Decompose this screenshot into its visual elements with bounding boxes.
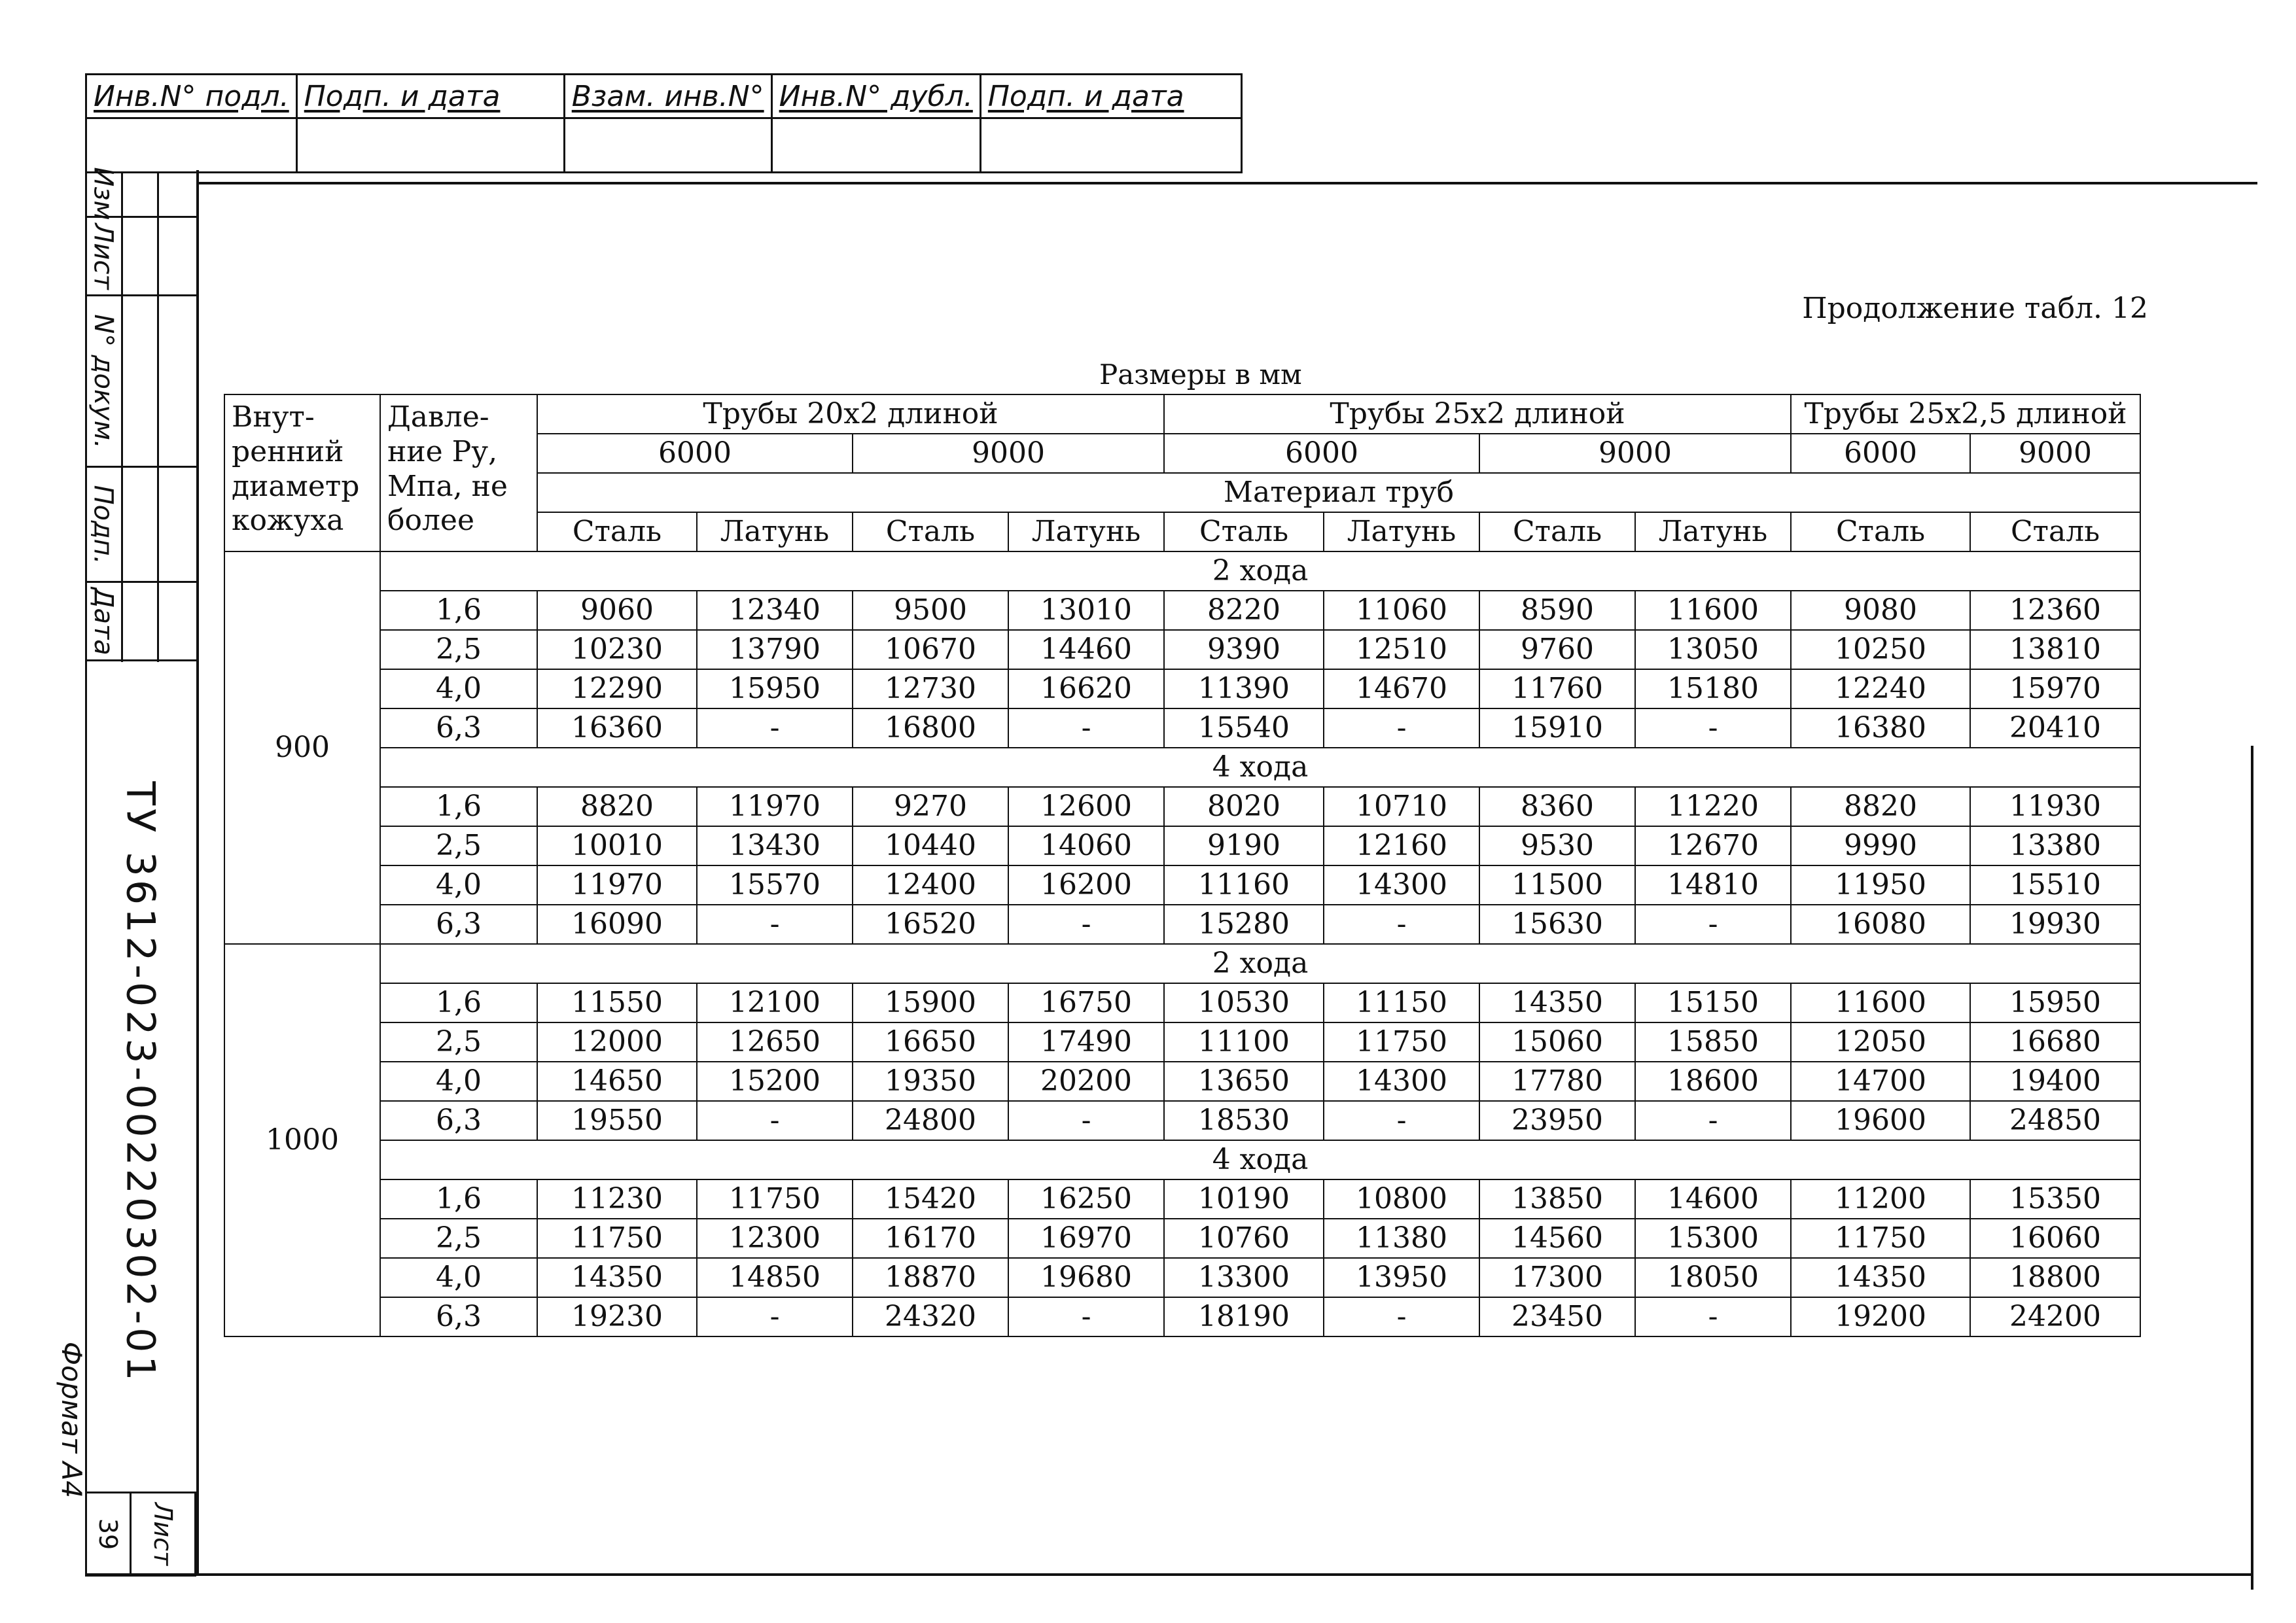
mass-cell: 15950 bbox=[697, 669, 853, 708]
pressure-cell: 4,0 bbox=[380, 865, 537, 905]
mass-cell: 14600 bbox=[1635, 1179, 1791, 1219]
mass-cell: 12600 bbox=[1008, 787, 1164, 826]
units-note: Размеры в мм bbox=[1099, 358, 1302, 391]
mass-cell: 20200 bbox=[1008, 1062, 1164, 1101]
mass-cell: 11750 bbox=[1791, 1219, 1970, 1258]
mass-cell: 19680 bbox=[1008, 1258, 1164, 1297]
mass-cell: 15510 bbox=[1970, 865, 2140, 905]
mass-cell: 19350 bbox=[853, 1062, 1008, 1101]
mass-cell: 14350 bbox=[537, 1258, 697, 1297]
mass-cell: 16800 bbox=[853, 708, 1008, 748]
table-row bbox=[224, 630, 2140, 669]
mass-cell: 10230 bbox=[537, 630, 697, 669]
side-label-list bbox=[85, 218, 121, 294]
mass-cell: 18050 bbox=[1635, 1258, 1791, 1297]
mass-cell: 20410 bbox=[1970, 708, 2140, 748]
table-row bbox=[224, 1219, 2140, 1258]
stamp-cell-empty bbox=[564, 118, 771, 173]
mass-cell: - bbox=[1635, 905, 1791, 944]
mass-cell: 23450 bbox=[1479, 1297, 1635, 1336]
mass-cell: 18530 bbox=[1164, 1101, 1324, 1140]
stamp-cell-empty bbox=[296, 118, 564, 173]
mass-cell: 19400 bbox=[1970, 1062, 2140, 1101]
mass-cell: 9530 bbox=[1479, 826, 1635, 865]
table-row bbox=[224, 708, 2140, 748]
mass-cell: 19550 bbox=[537, 1101, 697, 1140]
mass-cell: 15200 bbox=[697, 1062, 853, 1101]
mass-cell: 14060 bbox=[1008, 826, 1164, 865]
mass-cell: 11150 bbox=[1324, 983, 1479, 1022]
format-label-text: Формат А4 bbox=[56, 1341, 88, 1498]
pressure-cell: 4,0 bbox=[380, 1258, 537, 1297]
header-group-25x2: Трубы 25х2 длиной bbox=[1164, 394, 1791, 434]
mass-cell: 15300 bbox=[1635, 1219, 1791, 1258]
table-row bbox=[224, 1062, 2140, 1101]
mass-cell: 15900 bbox=[853, 983, 1008, 1022]
mass-cell: 11750 bbox=[1324, 1022, 1479, 1062]
mass-cell: 10190 bbox=[1164, 1179, 1324, 1219]
mass-cell: 9080 bbox=[1791, 591, 1970, 630]
side-col-line bbox=[121, 171, 123, 662]
stamp-label-podp-data-2: Подп. и дата bbox=[980, 75, 1241, 118]
mass-cell: 18190 bbox=[1164, 1297, 1324, 1336]
frame-top-line bbox=[196, 182, 2257, 184]
doc-number-text: ТУ 3612-023-00220302-01 bbox=[118, 781, 164, 1384]
sheet-number: 39 bbox=[94, 1518, 123, 1550]
stamp-label-inv-dubl: Инв.N° дубл. bbox=[771, 75, 980, 118]
mass-cell: 15630 bbox=[1479, 905, 1635, 944]
stamp-cell-empty bbox=[86, 118, 297, 173]
mass-cell: - bbox=[697, 708, 853, 748]
pressure-cell: 1,6 bbox=[380, 591, 537, 630]
header-material-type: Сталь bbox=[1970, 512, 2140, 551]
mass-cell: 15180 bbox=[1635, 669, 1791, 708]
pressure-cell: 2,5 bbox=[380, 826, 537, 865]
mass-cell: 12000 bbox=[537, 1022, 697, 1062]
table-row bbox=[224, 669, 2140, 708]
mass-cell: 17300 bbox=[1479, 1258, 1635, 1297]
data-table-body bbox=[224, 551, 2140, 1336]
passes-section-header: 4 хода bbox=[380, 748, 2140, 787]
header-material-type: Латунь bbox=[1324, 512, 1479, 551]
mass-cell: 14460 bbox=[1008, 630, 1164, 669]
stamp-cell-empty bbox=[980, 118, 1241, 173]
mass-cell: 12510 bbox=[1324, 630, 1479, 669]
data-table bbox=[224, 394, 2141, 1337]
pressure-cell: 6,3 bbox=[380, 708, 537, 748]
mass-cell: 11760 bbox=[1479, 669, 1635, 708]
mass-cell: 16090 bbox=[537, 905, 697, 944]
header-material-type: Сталь bbox=[1791, 512, 1970, 551]
mass-cell: - bbox=[1008, 1297, 1164, 1336]
mass-cell: 15970 bbox=[1970, 669, 2140, 708]
mass-cell: 10710 bbox=[1324, 787, 1479, 826]
mass-cell: 16360 bbox=[537, 708, 697, 748]
header-length: 9000 bbox=[1479, 434, 1791, 473]
mass-cell: 10760 bbox=[1164, 1219, 1324, 1258]
frame-left-line bbox=[196, 170, 199, 1576]
mass-cell: 12400 bbox=[853, 865, 1008, 905]
diameter-cell: 900 bbox=[224, 551, 380, 944]
mass-cell: 13850 bbox=[1479, 1179, 1635, 1219]
mass-cell: 8360 bbox=[1479, 787, 1635, 826]
mass-cell: 15060 bbox=[1479, 1022, 1635, 1062]
header-length: 6000 bbox=[1164, 434, 1479, 473]
mass-cell: 15850 bbox=[1635, 1022, 1791, 1062]
mass-cell: 12300 bbox=[697, 1219, 853, 1258]
mass-cell: 11970 bbox=[537, 865, 697, 905]
mass-cell: 11500 bbox=[1479, 865, 1635, 905]
mass-cell: 16620 bbox=[1008, 669, 1164, 708]
mass-cell: - bbox=[1324, 1297, 1479, 1336]
mass-cell: 12160 bbox=[1324, 826, 1479, 865]
mass-cell: 15420 bbox=[853, 1179, 1008, 1219]
table-row bbox=[224, 1022, 2140, 1062]
side-label-text: Подп. bbox=[88, 484, 118, 565]
header-material-type: Сталь bbox=[1479, 512, 1635, 551]
pressure-cell: 2,5 bbox=[380, 630, 537, 669]
mass-cell: 9990 bbox=[1791, 826, 1970, 865]
mass-cell: 11970 bbox=[697, 787, 853, 826]
mass-cell: 9270 bbox=[853, 787, 1008, 826]
mass-cell: 14300 bbox=[1324, 1062, 1479, 1101]
mass-cell: 12240 bbox=[1791, 669, 1970, 708]
mass-cell: 11950 bbox=[1791, 865, 1970, 905]
mass-cell: - bbox=[697, 1101, 853, 1140]
mass-cell: 16970 bbox=[1008, 1219, 1164, 1258]
mass-cell: 13380 bbox=[1970, 826, 2140, 865]
mass-cell: 24800 bbox=[853, 1101, 1008, 1140]
mass-cell: 13790 bbox=[697, 630, 853, 669]
header-material-type: Сталь bbox=[853, 512, 1008, 551]
pressure-cell: 1,6 bbox=[380, 787, 537, 826]
mass-cell: 14700 bbox=[1791, 1062, 1970, 1101]
mass-cell: 12670 bbox=[1635, 826, 1791, 865]
mass-cell: 8220 bbox=[1164, 591, 1324, 630]
mass-cell: - bbox=[1324, 1101, 1479, 1140]
mass-cell: 11100 bbox=[1164, 1022, 1324, 1062]
mass-cell: 8590 bbox=[1479, 591, 1635, 630]
passes-section-header: 2 хода bbox=[380, 944, 2140, 983]
mass-cell: 13650 bbox=[1164, 1062, 1324, 1101]
sheet-number-cell bbox=[87, 1493, 130, 1575]
table-row bbox=[224, 865, 2140, 905]
side-label-text: Дата bbox=[88, 587, 118, 655]
pressure-cell: 6,3 bbox=[380, 905, 537, 944]
mass-cell: 24320 bbox=[853, 1297, 1008, 1336]
mass-cell: - bbox=[1635, 1101, 1791, 1140]
header-group-20x2: Трубы 20х2 длиной bbox=[537, 394, 1164, 434]
side-label-text: Изм bbox=[88, 167, 118, 220]
mass-cell: 8820 bbox=[537, 787, 697, 826]
mass-cell: 14670 bbox=[1324, 669, 1479, 708]
mass-cell: 9390 bbox=[1164, 630, 1324, 669]
mass-cell: 17490 bbox=[1008, 1022, 1164, 1062]
mass-cell: 10250 bbox=[1791, 630, 1970, 669]
table-row bbox=[224, 787, 2140, 826]
mass-cell: 14850 bbox=[697, 1258, 853, 1297]
mass-cell: 24850 bbox=[1970, 1101, 2140, 1140]
pressure-cell: 1,6 bbox=[380, 983, 537, 1022]
mass-cell: 14300 bbox=[1324, 865, 1479, 905]
mass-cell: 10530 bbox=[1164, 983, 1324, 1022]
mass-cell: 18800 bbox=[1970, 1258, 2140, 1297]
mass-cell: 10670 bbox=[853, 630, 1008, 669]
side-label-izm bbox=[85, 167, 121, 220]
mass-cell: 11200 bbox=[1791, 1179, 1970, 1219]
mass-cell: 16200 bbox=[1008, 865, 1164, 905]
mass-cell: 15350 bbox=[1970, 1179, 2140, 1219]
mass-cell: - bbox=[1008, 708, 1164, 748]
table-row bbox=[224, 1101, 2140, 1140]
sheet-box bbox=[85, 1492, 196, 1577]
mass-cell: 11380 bbox=[1324, 1219, 1479, 1258]
sheet-label: Лист bbox=[148, 1502, 177, 1566]
mass-cell: 14350 bbox=[1791, 1258, 1970, 1297]
pressure-cell: 6,3 bbox=[380, 1297, 537, 1336]
side-col-line bbox=[157, 171, 159, 662]
table-row bbox=[224, 1258, 2140, 1297]
diameter-cell: 1000 bbox=[224, 944, 380, 1336]
mass-cell: 13810 bbox=[1970, 630, 2140, 669]
pressure-cell: 4,0 bbox=[380, 669, 537, 708]
stamp-label-podp-data: Подп. и дата bbox=[296, 75, 564, 118]
mass-cell: 16680 bbox=[1970, 1022, 2140, 1062]
mass-cell: 9190 bbox=[1164, 826, 1324, 865]
side-label-text: N° докум. bbox=[88, 313, 118, 449]
side-label-podp bbox=[85, 468, 121, 581]
table-row bbox=[224, 983, 2140, 1022]
passes-section-header: 4 хода bbox=[380, 1140, 2140, 1179]
mass-cell: 17780 bbox=[1479, 1062, 1635, 1101]
stamp-cell-empty bbox=[771, 118, 980, 173]
mass-cell: 9060 bbox=[537, 591, 697, 630]
side-label-n-dokum bbox=[85, 296, 121, 466]
mass-cell: - bbox=[1008, 905, 1164, 944]
mass-cell: 19930 bbox=[1970, 905, 2140, 944]
mass-cell: 14650 bbox=[537, 1062, 697, 1101]
mass-cell: - bbox=[1324, 708, 1479, 748]
header-material-type: Сталь bbox=[1164, 512, 1324, 551]
mass-cell: 15950 bbox=[1970, 983, 2140, 1022]
mass-cell: 15280 bbox=[1164, 905, 1324, 944]
header-material-type: Латунь bbox=[697, 512, 853, 551]
mass-cell: 9760 bbox=[1479, 630, 1635, 669]
mass-cell: 14350 bbox=[1479, 983, 1635, 1022]
pressure-cell: 2,5 bbox=[380, 1022, 537, 1062]
mass-cell: 13050 bbox=[1635, 630, 1791, 669]
table-row bbox=[224, 1179, 2140, 1219]
mass-cell: 11230 bbox=[537, 1179, 697, 1219]
header-length: 6000 bbox=[1791, 434, 1970, 473]
table-row bbox=[224, 1297, 2140, 1336]
mass-cell: 19230 bbox=[537, 1297, 697, 1336]
pressure-cell: 6,3 bbox=[380, 1101, 537, 1140]
mass-cell: 12340 bbox=[697, 591, 853, 630]
header-group-25x2-5: Трубы 25х2,5 длиной bbox=[1791, 394, 2140, 434]
mass-cell: 11220 bbox=[1635, 787, 1791, 826]
mass-cell: 13300 bbox=[1164, 1258, 1324, 1297]
pressure-cell: 1,6 bbox=[380, 1179, 537, 1219]
sheet-label-cell bbox=[130, 1493, 194, 1575]
mass-cell: 10800 bbox=[1324, 1179, 1479, 1219]
mass-cell: 10440 bbox=[853, 826, 1008, 865]
pressure-cell: 4,0 bbox=[380, 1062, 537, 1101]
mass-cell: 10010 bbox=[537, 826, 697, 865]
mass-cell: 11390 bbox=[1164, 669, 1324, 708]
mass-cell: - bbox=[1635, 1297, 1791, 1336]
pressure-cell: 2,5 bbox=[380, 1219, 537, 1258]
frame-bottom-line bbox=[85, 1573, 2251, 1576]
mass-cell: 18600 bbox=[1635, 1062, 1791, 1101]
stamp-label-inv-podl: Инв.N° подл. bbox=[86, 75, 297, 118]
mass-cell: - bbox=[1324, 905, 1479, 944]
side-label-text: Лист bbox=[88, 222, 118, 290]
header-length: 9000 bbox=[853, 434, 1164, 473]
frame-right-line bbox=[2251, 746, 2253, 1590]
table-row bbox=[224, 905, 2140, 944]
stamp-top bbox=[85, 73, 1243, 173]
mass-cell: 23950 bbox=[1479, 1101, 1635, 1140]
mass-cell: 14810 bbox=[1635, 865, 1791, 905]
mass-cell: 15910 bbox=[1479, 708, 1635, 748]
mass-cell: 12730 bbox=[853, 669, 1008, 708]
header-length: 6000 bbox=[537, 434, 853, 473]
mass-cell: 16650 bbox=[853, 1022, 1008, 1062]
stamp-label-vzam-inv: Взам. инв.N° bbox=[564, 75, 771, 118]
mass-cell: 11550 bbox=[537, 983, 697, 1022]
mass-cell: 11750 bbox=[537, 1219, 697, 1258]
mass-cell: - bbox=[1635, 708, 1791, 748]
header-length: 9000 bbox=[1970, 434, 2140, 473]
mass-cell: 13950 bbox=[1324, 1258, 1479, 1297]
table-row bbox=[224, 591, 2140, 630]
mass-cell: 14560 bbox=[1479, 1219, 1635, 1258]
mass-cell: 9500 bbox=[853, 591, 1008, 630]
table-continuation: Продолжение табл. 12 bbox=[1802, 292, 2148, 325]
header-material-type: Сталь bbox=[537, 512, 697, 551]
mass-cell: 8820 bbox=[1791, 787, 1970, 826]
mass-cell: 15150 bbox=[1635, 983, 1791, 1022]
header-pressure: Давле- ние Ру, Мпа, не более bbox=[380, 394, 537, 551]
mass-cell: - bbox=[697, 1297, 853, 1336]
mass-cell: 18870 bbox=[853, 1258, 1008, 1297]
mass-cell: 13430 bbox=[697, 826, 853, 865]
mass-cell: 24200 bbox=[1970, 1297, 2140, 1336]
mass-cell: - bbox=[1008, 1101, 1164, 1140]
mass-cell: 11930 bbox=[1970, 787, 2140, 826]
passes-section-header: 2 хода bbox=[380, 551, 2140, 591]
mass-cell: - bbox=[697, 905, 853, 944]
mass-cell: 11600 bbox=[1791, 983, 1970, 1022]
mass-cell: 12290 bbox=[537, 669, 697, 708]
mass-cell: 19600 bbox=[1791, 1101, 1970, 1140]
mass-cell: 12100 bbox=[697, 983, 853, 1022]
mass-cell: 16250 bbox=[1008, 1179, 1164, 1219]
mass-cell: 16750 bbox=[1008, 983, 1164, 1022]
table-row bbox=[224, 826, 2140, 865]
mass-cell: 12050 bbox=[1791, 1022, 1970, 1062]
mass-cell: 16520 bbox=[853, 905, 1008, 944]
mass-cell: 11060 bbox=[1324, 591, 1479, 630]
header-inner-diameter: Внут- ренний диаметр кожуха bbox=[224, 394, 380, 551]
mass-cell: 16060 bbox=[1970, 1219, 2140, 1258]
mass-cell: 12650 bbox=[697, 1022, 853, 1062]
header-material-type: Латунь bbox=[1008, 512, 1164, 551]
mass-cell: 16080 bbox=[1791, 905, 1970, 944]
side-label-data bbox=[85, 583, 121, 659]
mass-cell: 8020 bbox=[1164, 787, 1324, 826]
mass-cell: 12360 bbox=[1970, 591, 2140, 630]
mass-cell: 16170 bbox=[853, 1219, 1008, 1258]
header-material-type: Латунь bbox=[1635, 512, 1791, 551]
mass-cell: 13010 bbox=[1008, 591, 1164, 630]
mass-cell: 19200 bbox=[1791, 1297, 1970, 1336]
mass-cell: 11160 bbox=[1164, 865, 1324, 905]
mass-cell: 15570 bbox=[697, 865, 853, 905]
mass-cell: 16380 bbox=[1791, 708, 1970, 748]
mass-cell: 15540 bbox=[1164, 708, 1324, 748]
header-material: Материал труб bbox=[537, 473, 2140, 512]
mass-cell: 11600 bbox=[1635, 591, 1791, 630]
mass-cell: 11750 bbox=[697, 1179, 853, 1219]
